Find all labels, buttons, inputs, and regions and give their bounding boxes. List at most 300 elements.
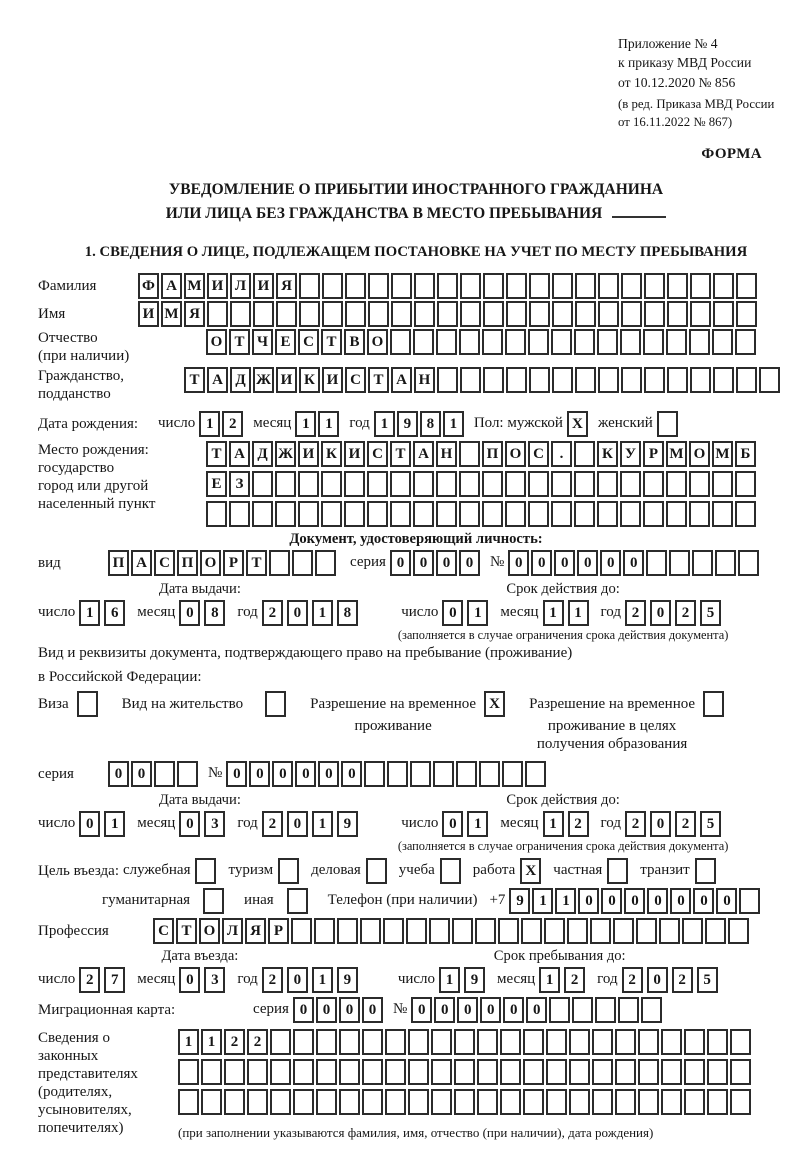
form-cell[interactable]: 6 <box>104 600 125 626</box>
form-cell[interactable] <box>728 918 749 944</box>
form-cell[interactable]: К <box>299 367 320 393</box>
form-cell[interactable]: 0 <box>526 997 547 1023</box>
form-cell[interactable] <box>321 471 342 497</box>
form-cell[interactable] <box>636 918 657 944</box>
form-cell[interactable]: 1 <box>532 888 553 914</box>
form-cell[interactable] <box>544 918 565 944</box>
form-cell[interactable] <box>385 1089 406 1115</box>
form-cell[interactable] <box>154 761 175 787</box>
form-cell[interactable] <box>437 367 458 393</box>
form-cell[interactable]: Я <box>184 301 205 327</box>
form-cell[interactable] <box>436 329 457 355</box>
form-cell[interactable]: 0 <box>531 550 552 576</box>
form-cell[interactable]: 0 <box>650 600 671 626</box>
form-cell[interactable] <box>291 918 312 944</box>
form-cell[interactable] <box>506 367 527 393</box>
form-cell[interactable] <box>597 501 618 527</box>
form-cell[interactable] <box>730 1059 751 1085</box>
form-cell[interactable] <box>549 997 570 1023</box>
form-cell[interactable] <box>500 1089 521 1115</box>
form-cell[interactable] <box>477 1089 498 1115</box>
form-cell[interactable]: 0 <box>287 600 308 626</box>
form-cell[interactable] <box>459 501 480 527</box>
form-cell[interactable] <box>575 301 596 327</box>
form-cell[interactable] <box>597 471 618 497</box>
form-cell[interactable]: 0 <box>341 761 362 787</box>
form-cell[interactable] <box>707 1059 728 1085</box>
form-cell[interactable]: 1 <box>374 411 395 437</box>
form-cell[interactable] <box>572 997 593 1023</box>
form-cell[interactable]: 0 <box>287 967 308 993</box>
form-cell[interactable] <box>505 501 526 527</box>
form-cell[interactable] <box>590 918 611 944</box>
form-cell[interactable] <box>713 273 734 299</box>
form-cell[interactable]: 0 <box>249 761 270 787</box>
form-cell[interactable] <box>321 501 342 527</box>
form-cell[interactable] <box>253 301 274 327</box>
form-cell[interactable]: 0 <box>480 997 501 1023</box>
form-cell[interactable] <box>592 1059 613 1085</box>
form-cell[interactable] <box>521 918 542 944</box>
form-cell[interactable] <box>552 301 573 327</box>
form-cell[interactable] <box>482 501 503 527</box>
form-cell[interactable]: С <box>298 329 319 355</box>
form-cell[interactable] <box>299 301 320 327</box>
form-cell[interactable] <box>287 888 308 914</box>
form-cell[interactable] <box>684 1089 705 1115</box>
form-cell[interactable] <box>500 1029 521 1055</box>
form-cell[interactable] <box>315 550 336 576</box>
form-cell[interactable] <box>201 1089 222 1115</box>
form-cell[interactable] <box>735 329 756 355</box>
form-cell[interactable] <box>730 1089 751 1115</box>
form-cell[interactable]: Ч <box>252 329 273 355</box>
form-cell[interactable] <box>368 301 389 327</box>
form-cell[interactable] <box>666 471 687 497</box>
form-cell[interactable] <box>661 1089 682 1115</box>
form-cell[interactable] <box>703 691 724 717</box>
form-cell[interactable] <box>477 1059 498 1085</box>
form-cell[interactable] <box>440 858 461 884</box>
form-cell[interactable]: 2 <box>675 600 696 626</box>
form-cell[interactable]: 2 <box>262 600 283 626</box>
form-cell[interactable]: 1 <box>443 411 464 437</box>
form-cell[interactable] <box>408 1059 429 1085</box>
form-cell[interactable] <box>569 1089 590 1115</box>
form-cell[interactable] <box>383 918 404 944</box>
form-cell[interactable] <box>615 1089 636 1115</box>
form-cell[interactable]: 0 <box>316 997 337 1023</box>
form-cell[interactable]: 0 <box>457 997 478 1023</box>
form-cell[interactable]: Т <box>229 329 250 355</box>
form-cell[interactable] <box>316 1059 337 1085</box>
form-cell[interactable]: 0 <box>339 997 360 1023</box>
form-cell[interactable] <box>528 471 549 497</box>
form-cell[interactable] <box>224 1059 245 1085</box>
form-cell[interactable]: 2 <box>622 967 643 993</box>
form-cell[interactable]: В <box>344 329 365 355</box>
form-cell[interactable]: 8 <box>337 600 358 626</box>
form-cell[interactable] <box>735 471 756 497</box>
form-cell[interactable]: 5 <box>700 811 721 837</box>
form-cell[interactable] <box>314 918 335 944</box>
form-cell[interactable] <box>621 301 642 327</box>
form-cell[interactable] <box>362 1059 383 1085</box>
form-cell[interactable] <box>433 761 454 787</box>
form-cell[interactable]: П <box>177 550 198 576</box>
form-cell[interactable]: 0 <box>577 550 598 576</box>
form-cell[interactable] <box>178 1059 199 1085</box>
form-cell[interactable] <box>715 550 736 576</box>
form-cell[interactable] <box>690 301 711 327</box>
form-cell[interactable] <box>607 858 628 884</box>
form-cell[interactable] <box>278 858 299 884</box>
form-cell[interactable]: 5 <box>700 600 721 626</box>
form-cell[interactable] <box>390 329 411 355</box>
form-cell[interactable] <box>546 1059 567 1085</box>
form-cell[interactable] <box>736 301 757 327</box>
form-cell[interactable]: А <box>161 273 182 299</box>
form-cell[interactable] <box>646 550 667 576</box>
form-cell[interactable] <box>620 329 641 355</box>
form-cell[interactable] <box>316 1029 337 1055</box>
form-cell[interactable] <box>459 441 480 467</box>
form-cell[interactable]: 0 <box>693 888 714 914</box>
form-cell[interactable]: А <box>229 441 250 467</box>
form-cell[interactable]: Т <box>184 367 205 393</box>
form-cell[interactable] <box>456 761 477 787</box>
form-cell[interactable] <box>475 918 496 944</box>
form-cell[interactable] <box>437 273 458 299</box>
form-cell[interactable] <box>201 1059 222 1085</box>
form-cell[interactable]: Т <box>206 441 227 467</box>
form-cell[interactable] <box>406 918 427 944</box>
form-cell[interactable] <box>431 1089 452 1115</box>
form-cell[interactable]: . <box>551 441 572 467</box>
form-cell[interactable] <box>339 1059 360 1085</box>
form-cell[interactable] <box>592 1089 613 1115</box>
form-cell[interactable] <box>598 301 619 327</box>
form-cell[interactable] <box>483 301 504 327</box>
form-cell[interactable]: 1 <box>312 600 333 626</box>
form-cell[interactable]: Б <box>735 441 756 467</box>
form-cell[interactable]: X <box>567 411 588 437</box>
form-cell[interactable] <box>707 1029 728 1055</box>
form-cell[interactable]: 1 <box>568 600 589 626</box>
form-cell[interactable] <box>712 501 733 527</box>
form-cell[interactable] <box>299 273 320 299</box>
form-cell[interactable] <box>429 918 450 944</box>
form-cell[interactable] <box>690 367 711 393</box>
form-cell[interactable] <box>391 301 412 327</box>
form-cell[interactable]: 1 <box>201 1029 222 1055</box>
form-cell[interactable]: 0 <box>434 997 455 1023</box>
form-cell[interactable]: 0 <box>295 761 316 787</box>
form-cell[interactable] <box>713 301 734 327</box>
form-cell[interactable] <box>525 761 546 787</box>
form-cell[interactable]: 1 <box>539 967 560 993</box>
form-cell[interactable] <box>569 1029 590 1055</box>
form-cell[interactable]: М <box>184 273 205 299</box>
form-cell[interactable]: К <box>597 441 618 467</box>
form-cell[interactable]: 2 <box>222 411 243 437</box>
form-cell[interactable]: 0 <box>578 888 599 914</box>
form-cell[interactable] <box>615 1059 636 1085</box>
form-cell[interactable] <box>707 1089 728 1115</box>
form-cell[interactable] <box>367 501 388 527</box>
form-cell[interactable] <box>460 301 481 327</box>
form-cell[interactable]: С <box>153 918 174 944</box>
form-cell[interactable] <box>408 1089 429 1115</box>
form-cell[interactable]: 1 <box>543 811 564 837</box>
form-cell[interactable] <box>270 1059 291 1085</box>
form-cell[interactable] <box>298 501 319 527</box>
form-cell[interactable]: 1 <box>467 600 488 626</box>
form-cell[interactable]: Д <box>252 441 273 467</box>
form-cell[interactable] <box>505 471 526 497</box>
form-cell[interactable]: 0 <box>390 550 411 576</box>
form-cell[interactable] <box>736 273 757 299</box>
form-cell[interactable] <box>224 1089 245 1115</box>
form-cell[interactable] <box>362 1029 383 1055</box>
form-cell[interactable]: 2 <box>224 1029 245 1055</box>
form-cell[interactable] <box>643 329 664 355</box>
form-cell[interactable]: 9 <box>337 967 358 993</box>
form-cell[interactable]: 0 <box>362 997 383 1023</box>
form-cell[interactable] <box>292 550 313 576</box>
form-cell[interactable]: 0 <box>287 811 308 837</box>
form-cell[interactable] <box>247 1059 268 1085</box>
form-cell[interactable]: 0 <box>670 888 691 914</box>
form-cell[interactable] <box>759 367 780 393</box>
form-cell[interactable]: А <box>131 550 152 576</box>
form-cell[interactable]: У <box>620 441 641 467</box>
form-cell[interactable] <box>502 761 523 787</box>
form-cell[interactable] <box>460 273 481 299</box>
form-cell[interactable]: Е <box>206 471 227 497</box>
form-cell[interactable] <box>638 1089 659 1115</box>
form-cell[interactable]: 0 <box>318 761 339 787</box>
form-cell[interactable] <box>569 1059 590 1085</box>
form-cell[interactable]: 0 <box>226 761 247 787</box>
form-cell[interactable]: 2 <box>625 600 646 626</box>
form-cell[interactable]: 8 <box>204 600 225 626</box>
form-cell[interactable]: И <box>298 441 319 467</box>
form-cell[interactable]: 0 <box>459 550 480 576</box>
form-cell[interactable]: 9 <box>397 411 418 437</box>
form-cell[interactable]: 2 <box>262 967 283 993</box>
form-cell[interactable]: 1 <box>79 600 100 626</box>
form-cell[interactable] <box>667 367 688 393</box>
form-cell[interactable]: 0 <box>413 550 434 576</box>
form-cell[interactable]: Н <box>414 367 435 393</box>
form-cell[interactable] <box>667 273 688 299</box>
form-cell[interactable]: 0 <box>442 811 463 837</box>
form-cell[interactable] <box>644 301 665 327</box>
form-cell[interactable] <box>431 1029 452 1055</box>
form-cell[interactable]: 1 <box>312 811 333 837</box>
form-cell[interactable] <box>666 329 687 355</box>
form-cell[interactable] <box>437 301 458 327</box>
form-cell[interactable]: 0 <box>716 888 737 914</box>
form-cell[interactable] <box>366 858 387 884</box>
form-cell[interactable] <box>666 501 687 527</box>
form-cell[interactable] <box>575 273 596 299</box>
form-cell[interactable] <box>367 471 388 497</box>
form-cell[interactable] <box>684 1029 705 1055</box>
form-cell[interactable] <box>77 691 98 717</box>
form-cell[interactable]: 2 <box>672 967 693 993</box>
form-cell[interactable]: И <box>276 367 297 393</box>
form-cell[interactable]: 0 <box>411 997 432 1023</box>
form-cell[interactable] <box>482 329 503 355</box>
form-cell[interactable]: 0 <box>436 550 457 576</box>
form-cell[interactable]: 0 <box>600 550 621 576</box>
form-cell[interactable] <box>207 301 228 327</box>
form-cell[interactable]: П <box>108 550 129 576</box>
form-cell[interactable] <box>552 367 573 393</box>
form-cell[interactable] <box>574 471 595 497</box>
form-cell[interactable] <box>177 761 198 787</box>
form-cell[interactable]: 5 <box>697 967 718 993</box>
form-cell[interactable]: А <box>207 367 228 393</box>
form-cell[interactable] <box>195 858 216 884</box>
form-cell[interactable] <box>454 1029 475 1055</box>
form-cell[interactable]: Е <box>275 329 296 355</box>
form-cell[interactable]: 0 <box>108 761 129 787</box>
form-cell[interactable] <box>275 471 296 497</box>
form-cell[interactable]: Р <box>643 441 664 467</box>
form-cell[interactable]: Т <box>390 441 411 467</box>
form-cell[interactable] <box>483 367 504 393</box>
form-cell[interactable] <box>661 1059 682 1085</box>
form-cell[interactable]: И <box>322 367 343 393</box>
form-cell[interactable]: 0 <box>131 761 152 787</box>
form-cell[interactable]: 0 <box>179 811 200 837</box>
form-cell[interactable]: А <box>391 367 412 393</box>
form-cell[interactable]: О <box>199 918 220 944</box>
form-cell[interactable] <box>293 1089 314 1115</box>
form-cell[interactable] <box>275 501 296 527</box>
form-cell[interactable]: 0 <box>601 888 622 914</box>
form-cell[interactable] <box>644 273 665 299</box>
form-cell[interactable] <box>269 550 290 576</box>
form-cell[interactable]: 0 <box>624 888 645 914</box>
form-cell[interactable]: 1 <box>555 888 576 914</box>
form-cell[interactable] <box>390 471 411 497</box>
form-cell[interactable] <box>364 761 385 787</box>
form-cell[interactable] <box>523 1089 544 1115</box>
form-cell[interactable]: К <box>321 441 342 467</box>
form-cell[interactable] <box>345 273 366 299</box>
form-cell[interactable]: 7 <box>104 967 125 993</box>
form-cell[interactable] <box>712 329 733 355</box>
form-cell[interactable] <box>613 918 634 944</box>
form-cell[interactable] <box>387 761 408 787</box>
form-cell[interactable]: О <box>206 329 227 355</box>
form-cell[interactable] <box>552 273 573 299</box>
form-cell[interactable] <box>551 329 572 355</box>
form-cell[interactable]: 0 <box>442 600 463 626</box>
form-cell[interactable] <box>483 273 504 299</box>
form-cell[interactable]: М <box>712 441 733 467</box>
form-cell[interactable]: 2 <box>79 967 100 993</box>
form-cell[interactable] <box>298 471 319 497</box>
form-cell[interactable] <box>270 1029 291 1055</box>
form-cell[interactable] <box>574 441 595 467</box>
form-cell[interactable]: Я <box>245 918 266 944</box>
form-cell[interactable]: З <box>229 471 250 497</box>
form-cell[interactable] <box>529 273 550 299</box>
form-cell[interactable] <box>247 1089 268 1115</box>
form-cell[interactable] <box>178 1089 199 1115</box>
form-cell[interactable]: 1 <box>467 811 488 837</box>
form-cell[interactable]: 1 <box>178 1029 199 1055</box>
form-cell[interactable] <box>689 329 710 355</box>
form-cell[interactable] <box>408 1029 429 1055</box>
form-cell[interactable] <box>595 997 616 1023</box>
form-cell[interactable] <box>736 367 757 393</box>
form-cell[interactable]: Ж <box>275 441 296 467</box>
form-cell[interactable]: О <box>200 550 221 576</box>
form-cell[interactable]: 1 <box>295 411 316 437</box>
form-cell[interactable]: 9 <box>464 967 485 993</box>
form-cell[interactable]: Т <box>246 550 267 576</box>
form-cell[interactable]: С <box>345 367 366 393</box>
form-cell[interactable] <box>390 501 411 527</box>
form-cell[interactable]: С <box>367 441 388 467</box>
form-cell[interactable] <box>528 329 549 355</box>
form-cell[interactable] <box>689 501 710 527</box>
form-cell[interactable]: С <box>154 550 175 576</box>
form-cell[interactable] <box>643 501 664 527</box>
form-cell[interactable] <box>322 301 343 327</box>
form-cell[interactable] <box>684 1059 705 1085</box>
form-cell[interactable]: 1 <box>312 967 333 993</box>
form-cell[interactable]: 3 <box>204 967 225 993</box>
form-cell[interactable]: 0 <box>293 997 314 1023</box>
form-cell[interactable]: 1 <box>104 811 125 837</box>
form-cell[interactable] <box>339 1029 360 1055</box>
form-cell[interactable]: 1 <box>543 600 564 626</box>
form-cell[interactable]: Т <box>368 367 389 393</box>
form-cell[interactable]: X <box>484 691 505 717</box>
form-cell[interactable]: А <box>413 441 434 467</box>
form-cell[interactable] <box>479 761 500 787</box>
form-cell[interactable] <box>322 273 343 299</box>
form-cell[interactable]: 0 <box>79 811 100 837</box>
form-cell[interactable] <box>641 997 662 1023</box>
form-cell[interactable]: Ф <box>138 273 159 299</box>
form-cell[interactable] <box>252 501 273 527</box>
form-cell[interactable] <box>598 367 619 393</box>
form-cell[interactable] <box>667 301 688 327</box>
form-cell[interactable] <box>528 501 549 527</box>
form-cell[interactable] <box>575 367 596 393</box>
form-cell[interactable]: X <box>520 858 541 884</box>
form-cell[interactable] <box>505 329 526 355</box>
form-cell[interactable] <box>459 329 480 355</box>
form-cell[interactable] <box>643 471 664 497</box>
form-cell[interactable] <box>739 888 760 914</box>
form-cell[interactable] <box>638 1029 659 1055</box>
form-cell[interactable]: Я <box>276 273 297 299</box>
form-cell[interactable] <box>546 1029 567 1055</box>
form-cell[interactable]: 0 <box>647 967 668 993</box>
form-cell[interactable]: 0 <box>503 997 524 1023</box>
form-cell[interactable] <box>452 918 473 944</box>
form-cell[interactable]: Л <box>222 918 243 944</box>
